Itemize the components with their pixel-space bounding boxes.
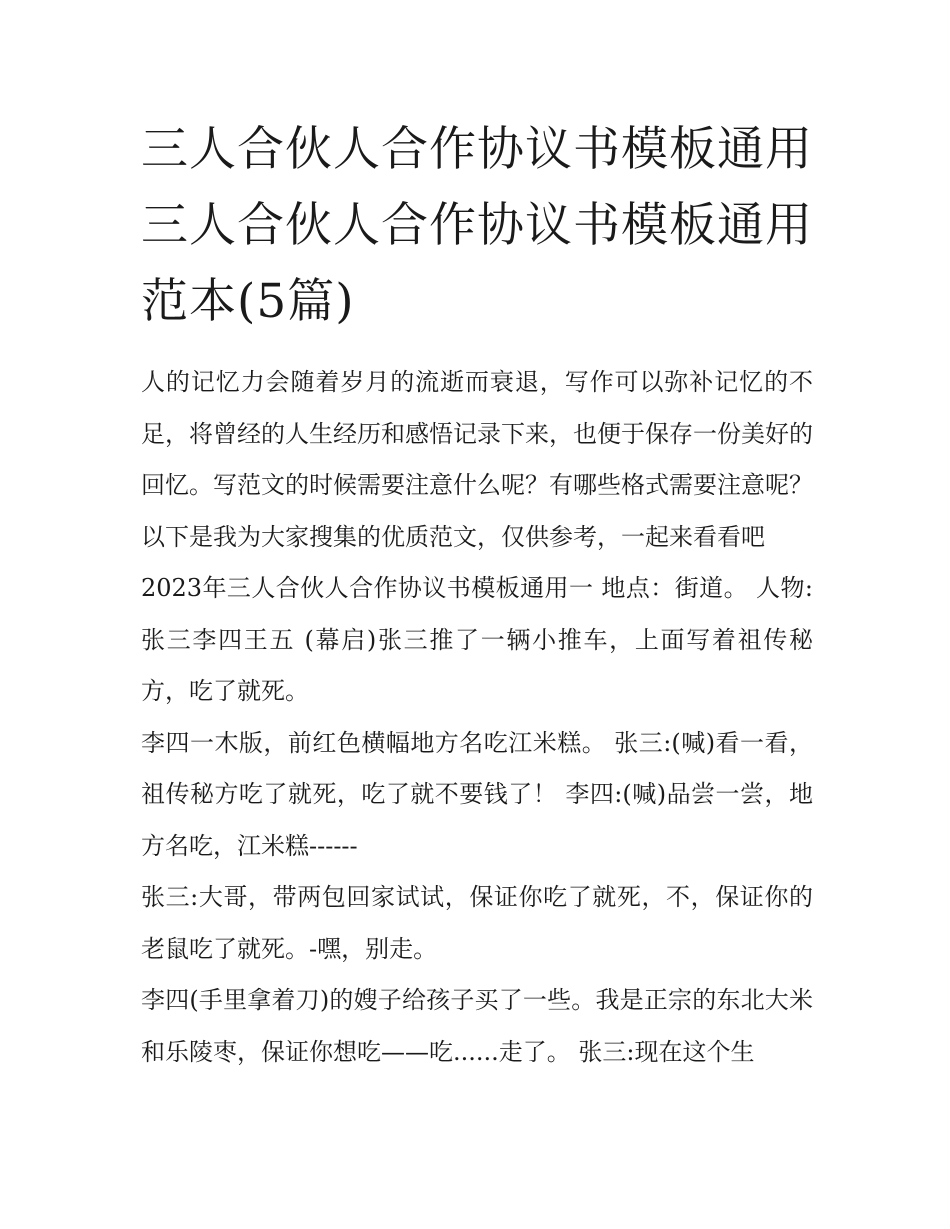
body-paragraph: 张三:大哥，带两包回家试试，保证你吃了就死，不，保证你的老鼠吃了就死。-嘿，别走。 xyxy=(141,883,813,963)
body-paragraph: 李四(手里拿着刀)的嫂子给孩子买了一些。我是正宗的东北大米和乐陵枣，保证你想吃——吃......走了。 张三:现在这个生 xyxy=(141,986,813,1066)
body-paragraph: 李四一木版，前红色横幅地方名吃江米糕。 张三:(喊)看一看，祖传秘方吃了就死，吃了就不要钱了！ 李四:(喊)品尝一尝，地方名吃，江米糕------ xyxy=(141,728,813,860)
body-paragraph: 2023年三人合伙人合作协议书模板通用一 地点：街道。 人物:张三李四王五 (幕启)张三推了一辆小推车，上面写着祖传秘方，吃了就死。 xyxy=(141,574,813,705)
intro-paragraph: 人的记忆力会随着岁月的流逝而衰退，写作可以弥补记忆的不足，将曾经的人生经历和感悟记录下来，也便于保存一份美好的回忆。写范文的时候需要注意什么呢？有哪些格式需要注意呢？以下是我为大家搜集的优质范文，仅供参考，一起来看看吧 xyxy=(141,368,813,551)
document-page xyxy=(141,112,813,1078)
document-title: 三人合伙人合作协议书模板通用 三人合伙人合作协议书模板通用范本(5篇) xyxy=(141,122,813,329)
